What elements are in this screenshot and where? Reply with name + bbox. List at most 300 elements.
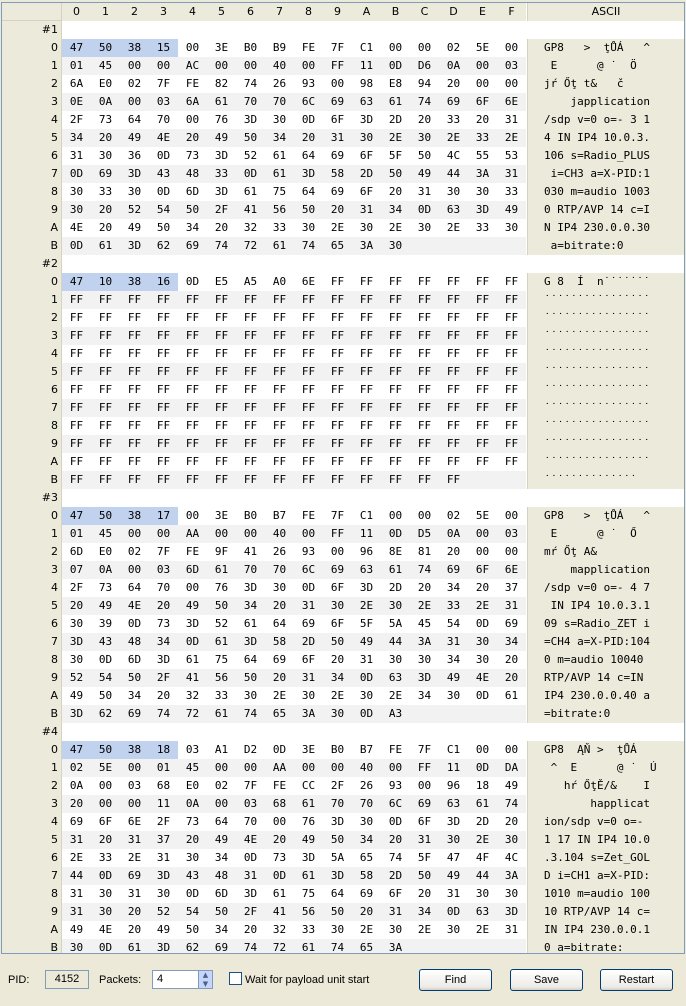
hex-byte[interactable]: 01 [149,759,178,777]
hex-byte[interactable]: 30 [417,653,432,666]
hex-byte[interactable]: 0A [91,93,120,111]
hex-byte[interactable]: A3 [381,705,410,723]
hex-byte[interactable]: 69 [272,653,287,666]
hex-byte[interactable] [439,237,468,255]
hex-byte[interactable]: 00 [207,795,236,813]
hex-byte[interactable]: 2F [69,113,84,126]
hex-byte[interactable]: 34 [446,653,461,666]
hex-byte[interactable]: 3D [120,165,149,183]
hex-byte[interactable]: 20 [294,129,323,147]
hex-byte[interactable]: FF [243,419,258,432]
hex-byte[interactable]: 4F [475,851,490,864]
hex-byte[interactable]: 00 [185,581,200,594]
hex-byte[interactable]: 31 [69,149,84,162]
hex-byte[interactable]: FF [236,399,265,417]
hex-row[interactable] [2,363,684,381]
hex-byte[interactable]: 4C [446,149,461,162]
hex-byte[interactable] [410,939,439,954]
hex-byte[interactable]: 00 [504,545,519,558]
hex-byte[interactable]: 20 [62,597,91,615]
hex-byte[interactable]: FF [178,363,207,381]
hex-byte[interactable]: 5E [475,41,490,54]
hex-byte[interactable]: FF [207,435,236,453]
hex-byte[interactable]: 52 [120,201,149,219]
hex-byte[interactable]: 73 [156,617,171,630]
hex-row[interactable] [2,327,684,345]
hex-byte[interactable]: FF [359,311,374,324]
hex-byte[interactable]: FF [120,435,149,453]
hex-byte[interactable]: FF [410,759,439,777]
hex-row[interactable] [2,597,684,615]
hex-byte[interactable]: 31 [294,669,323,687]
hex-row[interactable] [2,615,684,633]
hex-byte[interactable]: 33 [504,185,519,198]
hex-byte[interactable]: 6F [330,581,345,594]
hex-row[interactable] [2,507,684,525]
hex-byte[interactable]: FF [417,455,432,468]
hex-byte[interactable]: 0D [127,617,142,630]
hex-byte[interactable]: 11 [352,525,381,543]
hex-byte[interactable]: FF [178,435,207,453]
hex-byte[interactable]: 58 [323,165,352,183]
hex-byte[interactable]: 50 [236,129,265,147]
hex-byte[interactable]: FF [149,327,178,345]
hex-byte[interactable]: 33 [272,221,287,234]
hex-byte[interactable]: 20 [62,795,91,813]
hex-byte[interactable]: 5A [330,851,345,864]
hex-byte[interactable]: FF [127,455,142,468]
hex-byte[interactable]: CC [301,779,316,792]
hex-byte[interactable]: 00 [381,759,410,777]
hex-byte[interactable]: 30 [98,887,113,900]
hex-byte[interactable]: 30 [301,689,316,702]
hex-byte[interactable]: 65 [265,705,294,723]
hex-byte[interactable]: 36 [127,149,142,162]
hex-byte[interactable]: 5F [388,149,403,162]
hex-byte[interactable]: FF [62,435,91,453]
hex-byte[interactable]: 61 [120,939,149,954]
hex-byte[interactable]: 53 [504,149,519,162]
hex-row[interactable] [2,705,684,723]
hex-byte[interactable]: 48 [207,867,236,885]
hex-byte[interactable]: FF [359,347,374,360]
hex-byte[interactable]: FF [207,363,236,381]
hex-byte[interactable]: 96 [359,545,374,558]
hex-byte[interactable]: FF [446,311,461,324]
hex-byte[interactable]: FF [91,291,120,309]
hex-byte[interactable]: 20 [475,113,490,126]
hex-byte[interactable]: 50 [381,165,410,183]
hex-byte[interactable] [439,705,468,723]
hex-byte[interactable]: 32 [272,923,287,936]
hex-byte[interactable]: 2E [417,923,432,936]
hex-byte[interactable]: 30 [301,221,316,234]
hex-byte[interactable]: 74 [236,939,265,954]
hex-byte[interactable]: 00 [120,525,149,543]
hex-byte[interactable]: FF [178,471,207,489]
hex-byte[interactable]: FF [381,471,410,489]
hex-byte[interactable]: FF [352,291,381,309]
hex-byte[interactable]: FE [272,779,287,792]
hex-byte[interactable]: 64 [127,113,142,126]
hex-byte[interactable]: 03 [236,795,265,813]
hex-row[interactable] [2,39,684,57]
hex-byte[interactable]: 69 [91,165,120,183]
hex-byte[interactable]: 3D [446,815,461,828]
hex-row[interactable] [2,687,684,705]
hex-byte[interactable]: 41 [178,669,207,687]
hex-row[interactable] [2,111,684,129]
hex-byte[interactable]: FF [265,291,294,309]
hex-byte[interactable]: 49 [127,221,142,234]
hex-byte[interactable]: 34 [446,581,461,594]
hex-byte[interactable]: 68 [265,795,294,813]
hex-byte[interactable]: 50 [417,149,432,162]
hex-row[interactable] [2,57,684,75]
hex-byte[interactable]: 3D [497,903,526,921]
hex-byte[interactable]: FF [417,311,432,324]
hex-byte[interactable]: FF [294,327,323,345]
hex-byte[interactable]: FF [265,435,294,453]
hex-byte[interactable]: 20 [417,581,432,594]
hex-byte[interactable]: 02 [446,41,461,54]
hex-byte[interactable]: FF [294,435,323,453]
hex-byte[interactable]: 73 [98,113,113,126]
hex-byte[interactable]: 94 [417,77,432,90]
hex-byte[interactable]: 50 [207,903,236,921]
hex-byte[interactable]: 70 [352,795,381,813]
hex-byte[interactable]: 74 [207,237,236,255]
hex-byte[interactable] [439,939,468,954]
hex-byte[interactable]: 6A [178,93,207,111]
hex-row[interactable] [2,741,684,759]
hex-byte[interactable]: 6F [98,815,113,828]
hex-byte[interactable]: 34 [185,221,200,234]
hex-byte[interactable]: FF [410,435,439,453]
hex-byte[interactable]: 6F [417,815,432,828]
hex-byte[interactable]: 64 [330,887,345,900]
hex-byte[interactable]: 00 [207,57,236,75]
hex-byte[interactable]: FF [69,311,84,324]
hex-byte[interactable]: 2D [388,113,403,126]
hex-byte[interactable]: 70 [265,93,294,111]
hex-byte[interactable]: FF [359,455,374,468]
hex-byte[interactable]: FF [330,455,345,468]
hex-byte[interactable]: C1 [446,743,461,756]
hex-byte[interactable]: FF [388,419,403,432]
hex-byte[interactable]: FF [98,311,113,324]
hex-row[interactable] [2,201,684,219]
hex-byte[interactable]: FF [156,455,171,468]
hex-byte[interactable]: 0D [410,201,439,219]
hex-byte[interactable]: 63 [439,795,468,813]
hex-byte[interactable]: 61 [504,689,519,702]
hex-byte[interactable]: B9 [272,41,287,54]
hex-byte[interactable]: 69 [330,185,345,198]
hex-byte[interactable]: 02 [127,77,142,90]
hex-byte[interactable]: FF [265,363,294,381]
hex-byte[interactable]: 31 [323,129,352,147]
hex-byte[interactable]: 2E [330,221,345,234]
hex-byte[interactable]: FF [475,383,490,396]
hex-byte[interactable]: 3D [62,705,91,723]
hex-row[interactable] [2,831,684,849]
hex-byte[interactable]: FF [497,327,526,345]
hex-byte[interactable]: 0D [352,705,381,723]
hex-row[interactable] [2,435,684,453]
hex-byte[interactable]: FF [149,291,178,309]
hex-byte[interactable]: 20 [265,669,294,687]
hex-byte[interactable]: FF [504,419,519,432]
hex-byte[interactable]: FF [323,525,352,543]
hex-byte[interactable]: 31 [381,903,410,921]
hex-byte[interactable]: 03 [149,561,178,579]
hex-byte[interactable]: 33 [439,597,468,615]
hex-byte[interactable]: 30 [156,887,171,900]
hex-byte[interactable]: 30 [185,851,200,864]
hex-row[interactable] [2,939,684,954]
hex-byte[interactable]: FF [330,275,345,288]
hex-row[interactable] [2,381,684,399]
hex-byte[interactable]: 70 [156,581,171,594]
hex-byte[interactable]: 3D [156,653,171,666]
hex-byte[interactable]: A1 [214,743,229,756]
hex-byte[interactable]: 0D [98,653,113,666]
hex-row[interactable] [2,633,684,651]
hex-byte[interactable]: 20 [504,815,519,828]
hex-byte[interactable]: FF [323,327,352,345]
hex-byte[interactable] [410,237,439,255]
hex-byte[interactable]: 49 [69,923,84,936]
hex-byte[interactable]: 31 [439,633,468,651]
hex-byte[interactable]: 54 [446,617,461,630]
hex-byte[interactable]: 39 [98,617,113,630]
hex-byte[interactable]: AA [265,759,294,777]
hex-byte[interactable]: 7F [243,779,258,792]
hex-byte[interactable]: 02 [214,779,229,792]
hex-byte[interactable]: FF [207,291,236,309]
hex-byte[interactable]: 49 [439,669,468,687]
hex-byte[interactable]: 00 [475,743,490,756]
hex-row[interactable] [2,219,684,237]
hex-byte[interactable]: 41 [265,903,294,921]
hex-byte[interactable]: FF [497,363,526,381]
hex-byte[interactable]: 47 [62,507,91,525]
hex-byte[interactable]: 30 [410,129,439,147]
hex-byte[interactable]: FF [185,311,200,324]
hex-byte[interactable]: 50 [185,923,200,936]
hex-byte[interactable]: FF [301,455,316,468]
hex-byte[interactable]: 74 [294,237,323,255]
hex-byte[interactable]: 0D [475,689,490,702]
hex-byte[interactable]: 6D [214,887,229,900]
hex-byte[interactable]: 2E [468,597,497,615]
hex-byte[interactable]: 20 [504,653,519,666]
hex-byte[interactable]: 61 [185,653,200,666]
hex-byte[interactable]: 52 [149,903,178,921]
hex-byte[interactable]: 62 [91,705,120,723]
hex-byte[interactable]: FF [185,383,200,396]
hex-byte[interactable]: 0D [243,851,258,864]
hex-byte[interactable]: FF [236,435,265,453]
hex-byte[interactable]: 32 [243,221,258,234]
hex-byte[interactable]: 30 [388,653,403,666]
hex-byte[interactable]: 02 [127,545,142,558]
hex-byte[interactable]: 31 [127,887,142,900]
hex-byte[interactable]: 30 [381,237,410,255]
hex-byte[interactable]: 5E [91,759,120,777]
hex-byte[interactable]: 00 [468,57,497,75]
hex-byte[interactable]: 0D [156,149,171,162]
hex-byte[interactable]: AA [178,525,207,543]
hex-byte[interactable]: 0D [301,113,316,126]
hex-byte[interactable]: FF [359,383,374,396]
hex-byte[interactable]: 5E [475,509,490,522]
hex-byte[interactable]: 4E [69,221,84,234]
hex-byte[interactable]: DA [497,759,526,777]
hex-byte[interactable]: 6F [388,887,403,900]
hex-row[interactable] [2,651,684,669]
hex-byte[interactable]: 62 [149,237,178,255]
hex-byte[interactable]: 63 [381,669,410,687]
hex-byte[interactable]: 6E [127,815,142,828]
hex-byte[interactable]: 6D [127,653,142,666]
hex-byte[interactable]: 69 [178,237,207,255]
hex-row[interactable] [2,309,684,327]
hex-byte[interactable]: FF [243,347,258,360]
hex-byte[interactable]: 34 [497,633,526,651]
hex-byte[interactable]: 00 [185,41,200,54]
hex-byte[interactable]: 4E [149,129,178,147]
hex-byte[interactable]: 93 [301,545,316,558]
hex-byte[interactable]: 72 [236,237,265,255]
hex-byte[interactable]: FF [156,311,171,324]
hex-byte[interactable]: 76 [214,581,229,594]
hex-byte[interactable]: FF [214,311,229,324]
hex-byte[interactable]: FF [236,471,265,489]
hex-byte[interactable]: FF [352,471,381,489]
hex-byte[interactable]: 64 [243,653,258,666]
hex-byte[interactable]: 2D [294,633,323,651]
hex-byte[interactable]: FF [272,383,287,396]
hex-byte[interactable]: 17 [149,507,178,525]
hex-byte[interactable]: 74 [236,705,265,723]
hex-byte[interactable]: 47 [446,851,461,864]
hex-byte[interactable]: 30 [272,581,287,594]
hex-byte[interactable]: 0D [272,743,287,756]
hex-row[interactable] [2,579,684,597]
hex-byte[interactable]: 65 [323,237,352,255]
hex-byte[interactable]: 31 [236,867,265,885]
hex-byte[interactable]: FF [149,399,178,417]
hex-byte[interactable]: 7F [330,509,345,522]
hex-byte[interactable]: 61 [381,93,410,111]
hex-byte[interactable]: 3D [294,165,323,183]
hex-byte[interactable]: 69 [120,705,149,723]
hex-byte[interactable]: 00 [417,509,432,522]
hex-byte[interactable]: FF [381,399,410,417]
hex-byte[interactable]: FF [265,399,294,417]
hex-byte[interactable]: 69 [301,617,316,630]
hex-byte[interactable]: 34 [149,633,178,651]
hex-row[interactable] [2,471,684,489]
hex-byte[interactable] [468,939,497,954]
hex-byte[interactable]: 20 [352,903,381,921]
hex-byte[interactable]: D2 [243,743,258,756]
hex-byte[interactable]: FF [352,399,381,417]
hex-byte[interactable]: FF [323,435,352,453]
hex-byte[interactable]: 72 [178,705,207,723]
hex-byte[interactable]: 20 [91,129,120,147]
hex-byte[interactable]: 30 [475,185,490,198]
hex-byte[interactable]: FF [120,471,149,489]
hex-byte[interactable]: 65 [352,939,381,954]
hex-byte[interactable]: E8 [388,77,403,90]
hex-byte[interactable]: FF [504,383,519,396]
hex-byte[interactable]: 0D [265,867,294,885]
hex-byte[interactable]: 64 [214,815,229,828]
hex-byte[interactable]: FF [178,291,207,309]
hex-byte[interactable] [497,471,526,489]
hex-byte[interactable]: 4C [504,851,519,864]
hex-byte[interactable]: 50 [120,669,149,687]
hex-byte[interactable]: 75 [272,185,287,198]
hex-byte[interactable]: 00 [294,759,323,777]
hex-byte[interactable]: 0D [301,581,316,594]
hex-byte[interactable]: 61 [207,633,236,651]
spinner-up-icon[interactable]: ▲ [202,971,209,979]
hex-byte[interactable]: FF [417,347,432,360]
hex-byte[interactable]: FE [301,509,316,522]
hex-byte[interactable]: B0 [243,509,258,522]
hex-byte[interactable]: 03 [149,93,178,111]
hex-byte[interactable]: 00 [330,545,345,558]
hex-row[interactable] [2,417,684,435]
hex-byte[interactable]: 20 [475,581,490,594]
hex-byte[interactable]: 6F [330,617,345,630]
hex-byte[interactable]: 64 [127,581,142,594]
hex-byte[interactable]: 50 [207,597,236,615]
hex-byte[interactable]: 70 [243,815,258,828]
hex-byte[interactable]: 31 [352,201,381,219]
hex-byte[interactable]: FF [497,291,526,309]
hex-byte[interactable]: 00 [149,525,178,543]
hex-byte[interactable]: 61 [207,93,236,111]
hex-row[interactable] [2,345,684,363]
hex-byte[interactable]: 69 [439,561,468,579]
hex-row[interactable] [2,885,684,903]
hex-byte[interactable]: 0A [178,795,207,813]
hex-byte[interactable]: 45 [91,525,120,543]
hex-byte[interactable]: 4E [236,831,265,849]
packets-spinner[interactable] [198,970,213,989]
hex-byte[interactable]: 00 [236,759,265,777]
hex-byte[interactable]: 33 [468,129,497,147]
hex-byte[interactable]: 00 [330,77,345,90]
hex-byte[interactable]: 03 [497,57,526,75]
hex-row[interactable] [2,561,684,579]
hex-byte[interactable]: FF [98,419,113,432]
hex-byte[interactable]: FF [156,419,171,432]
save-button[interactable]: Save [510,969,583,991]
hex-byte[interactable]: 01 [62,57,91,75]
hex-byte[interactable]: FF [388,347,403,360]
hex-byte[interactable]: 44 [468,867,497,885]
hex-byte[interactable]: 50 [294,201,323,219]
hex-byte[interactable]: FF [381,435,410,453]
hex-byte[interactable]: 9F [214,545,229,558]
hex-byte[interactable]: 0A [69,779,84,792]
